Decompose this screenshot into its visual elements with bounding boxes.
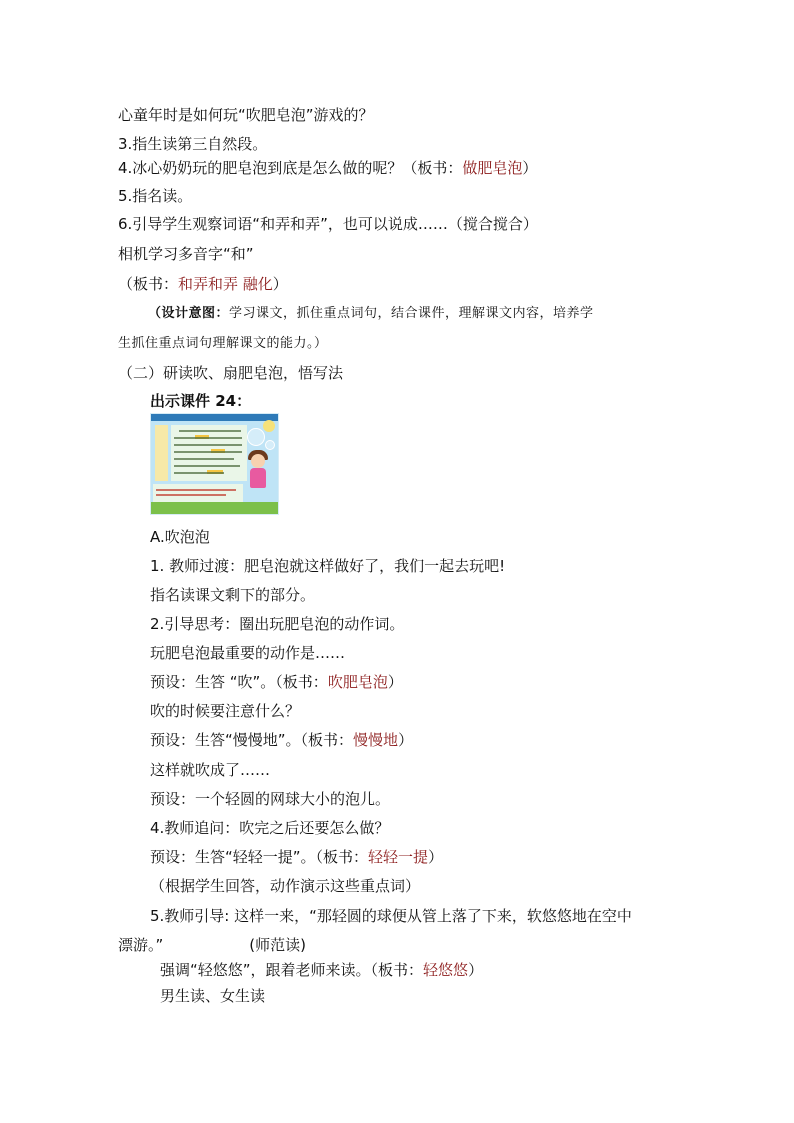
text-line: 6.引导学生观察词语“和弄和弄”，也可以说成……（搅合搅合） <box>118 215 538 233</box>
text-fragment: 强调“轻悠悠”，跟着老师来读。（板书： <box>160 961 424 979</box>
slide-side-note <box>155 425 168 481</box>
text-fragment: 预设：生答“慢慢地”。（板书： <box>150 731 354 749</box>
slide-header-bar <box>151 414 278 421</box>
text-line <box>150 672 403 692</box>
text-line: A.吹泡泡 <box>150 528 210 546</box>
text-line: 2.引导思考：圈出玩肥皂泡的动作词。 <box>150 615 405 633</box>
slide-thumbnail <box>150 413 279 515</box>
text-line: 相机学习多音字“和” <box>118 245 254 263</box>
bubble-decoration <box>265 440 275 450</box>
board-text: 轻悠悠 <box>423 961 469 979</box>
text-fragment: ） <box>522 159 538 177</box>
text-line: （根据学生回答，动作演示这些重点词） <box>150 877 421 895</box>
bubble-decoration <box>247 428 265 446</box>
sun-decoration <box>263 420 275 432</box>
text-fragment: ） <box>428 848 444 866</box>
text-line <box>150 847 443 867</box>
text-line: 玩肥皂泡最重要的动作是…… <box>150 644 346 662</box>
text-line <box>160 960 483 980</box>
board-text: 轻轻一提 <box>368 848 429 866</box>
text-fragment: 4.冰心奶奶玩的肥皂泡到底是怎么做的呢？（板书： <box>118 159 463 177</box>
text-fragment: ） <box>398 731 414 749</box>
text-line: 男生读、女生读 <box>160 987 266 1005</box>
text-line: 1. 教师过渡：肥皂泡就这样做好了，我们一起去玩吧! <box>150 557 506 575</box>
text-fragment: 预设：生答 “吹”。（板书： <box>150 673 328 691</box>
text-line: 这样就吹成了…… <box>150 761 271 779</box>
text-fragment: (师范读) <box>249 936 306 954</box>
slide-text-panel <box>171 425 247 481</box>
text-line: 预设：一个轻圆的网球大小的泡儿。 <box>150 790 391 808</box>
text-fragment: ） <box>272 275 288 293</box>
text-fragment: 漂游。” <box>118 936 164 954</box>
board-text: 和弄和弄 融化 <box>178 275 273 293</box>
section-heading: （二）研读吹、扇肥皂泡，悟写法 <box>118 364 344 382</box>
slide-bottom-note <box>153 484 243 502</box>
text-fragment: （板书： <box>118 275 179 293</box>
board-text: 吹肥皂泡 <box>327 673 388 691</box>
slide-caption: 出示课件 24： <box>150 392 252 410</box>
text-line <box>118 935 306 955</box>
design-intent-continued: 生抓住重点词句理解课文的能力。） <box>118 336 328 351</box>
text-line: 5.指名读。 <box>118 187 193 205</box>
text-line <box>118 158 537 178</box>
girl-dress <box>250 468 266 488</box>
text-fragment: 学习课文，抓住重点词句，结合课件，理解课文内容，培养学 <box>229 306 594 321</box>
text-line: 5.教师引导: 这样一来，“那轻圆的球便从管上落了下来，软悠悠地在空中 <box>150 907 632 925</box>
text-fragment: ） <box>468 961 484 979</box>
text-line: 4.教师追问：吹完之后还要怎么做？ <box>150 819 390 837</box>
text-line: 吹的时候要注意什么？ <box>150 702 301 720</box>
board-text: 做肥皂泡 <box>462 159 523 177</box>
design-intent-label: （设计意图： <box>148 306 230 321</box>
text-fragment: ） <box>387 673 403 691</box>
text-line <box>150 730 413 750</box>
grass-decoration <box>151 502 278 514</box>
text-fragment: 预设：生答“轻轻一提”。（板书： <box>150 848 369 866</box>
text-line: 3.指生读第三自然段。 <box>118 135 268 153</box>
text-line <box>118 274 288 294</box>
design-intent <box>148 304 594 324</box>
board-text: 慢慢地 <box>353 731 399 749</box>
text-line: 心童年时是如何玩“吹肥皂泡”游戏的？ <box>118 106 374 124</box>
girl-illustration <box>251 454 265 468</box>
text-line: 指名读课文剩下的部分。 <box>150 586 316 604</box>
